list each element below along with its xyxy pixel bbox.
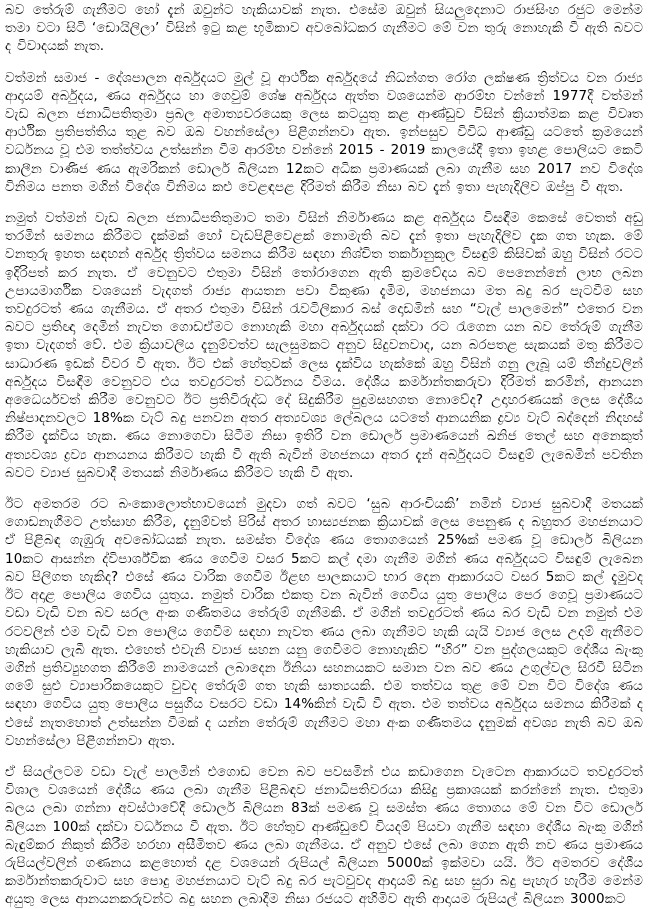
paragraph-5: ඒ සියල්ලටම වඩා වැල් පාලමින් එගොඩ වෙන බව පවසමින් එය කඩාගෙන වැටෙන ආකාරයට තවදුරටත් විශාල වශයෙන් දේශීය ණය ලබා ගැනීම පිළිබඳව ජනාධිපතිවරයා කිසිදු ප්‍රකාශයක් කරන්නේ නැත. එතුමා බලය ලබා ගන්නා අවස්ථාවේදී ඩොලර් බිලියන 83ක් පමණ වූ සමස්ත ණය තොගය මේ වන විට ඩොලර් බිලියන 100ක් දක්වා වර්ධනය වී ඇත. ඊට හේතුව ආණ්ඩුවේ වියදම් පියවා ගැනීම සඳහා දේශීය බැංකු මගින් බැඳුම්කර නිකුත් කිරීම හරහා අසීමිතව ණය ලබා ගැනීමය. ඒ අනුව එසේ ලබා ගෙන ඇති නව ණය ප්‍රමාණය රුපියල්වලින් ගණනය කළහොත් දළ වශයෙන් රුපියල් බිලියන 5000ක් ඉක්මවා යයි. ඊට අමතරව දේශීය කර්මාන්තකරුවාට සහ පොදු මහජනයාට වැට් බදු බර පැටවුවද ආදායම් බදු සහ සුරා බදු පැහැර හැරීම මෙන්ම අයුතු ලෙස ආනයනකරුවන්ට බදු සහන ලබාදීම නිසා රජයට අහිමිව ඇති ආදායම රුපියල් බිලියන 3000කට [5, 763, 643, 908]
paragraph-2: වත්මන් සමාජ - දේශපාලන අර්බුදයට මුල් වූ ආර්ථික අර්බුදයේ නිධන්ගත රෝග ලක්ෂණ ත්‍රිත්වය වන රාජ්‍ය ආදායම් අර්බුදය, ණය අර්බුදය හා ගෙවුම් ශේෂ අර්බුදය ඇත්ත වශයෙන්ම ආරම්භ වන්නේ 1977දී වත්මන් වැඩ බලන ජනාධිපතිතුමා ප්‍රබල අමාත්‍යවරයෙකු ලෙස කටයුතු කළ ආණ්ඩුව විසින් ක්‍රියාත්මක කළ විවෘත ආර්ථික ප්‍රතිපත්තිය තුළ බව ඔබ වහන්සේලා පිළිගන්නවා ඇත. ඉන්පසුව විවිධ ආණ්ඩු යටතේ ක්‍රමයෙන් වර්ධනය වූ එම තත්ත්වය උත්සන්න වීම ආරම්භ වන්නේ 2015 - 2019 කාලයේදී ඉතා ඉහළ පොලියට කෙටි කාලීන වාණිජ ණය ඇමරිකන් ඩොලර් බිලියන 12කට අධික ප්‍රමාණයක් ලබා ගැනීම සහ 2017 නව විදේශ විනිමය පනත මගින් විදේශ විනිමය කළු වෙළඳපළ දිරිමත් කිරීම නිසා බව දැන් ඉතා පැහැදිලිව ඔප්පු වී ඇත. [5, 69, 643, 195]
paragraph-4: ඊට අමතරම රට බංකොලොත්භාවයෙන් මුදවා ගත් බවට ‘සුබ ආරංචියකි’ නමින් ව්‍යාජ සුබවාදී මතයක් ගොඩනැගීමට උත්සාහ කිරීම, දැනුම්වත් පිරිස් අතර හාස්‍යජනක ක්‍රියාවක් ලෙස පෙනුණ ද බහුතර මහජනයාට ඒ පිළිබඳ ගැඹුරු අවබෝධයක් නැත. සමස්ත විදේශ ණය තොගයෙන් 25%ක් පමණ වූ ඩොලර් බිලියන 10කට ආසන්න ද්විපාර්ශ්වික ණය ගෙවීම වසර 5කට කල් දමා ගැනීම මගින් ණය අර්බුදයට විසඳුම් ලැබෙන බව පිලිගත හැකිද? එසේ ණය වාරික ගෙවීම ඊළඟ පාලකයාට භාර දෙන ආකාරයට වසර 5කට කල් දැමුවද ඊට අදාළ පොලිය ගෙවිය යුතුය. නමුත් වාරික එකතු වන බැවින් ගෙවිය යුතු පොලිය පෙර ගෙවූ ප්‍රමාණයට වඩා වැඩි වන බව සරල අංක ගණිතමය තේරුම් ගැනීමකි. ඒ මගින් තවදුරටත් ණය බර වැඩි වන නමුත් එම රටවලින් එම වැඩි වන පොලිය ගෙවීම සඳහා නැවත ණය ලබා ගැනීමට හැකි යැයි ව්‍යාජ ලෙස උදම් ඇනීමට හැකියාව ලැබී ඇත. එහෙත් එවැනි ව්‍යාජ සහන යනු ගෙවීමට නොහැකිව “හිර” වන පුද්ගලයකුට දේශීය බැංකු මගින් ප්‍රතිව්‍යුහගත කිරීමේ නාමයෙන් ලබාදෙන ඊනියා සහනයකට සමාන වන බව ණය උගුල්වල සිරවී සිටින ගමේ සුළු ව්‍යාපාරිකයෙකුට වුවද තේරුම් ගත හැකි සාත්‍යයකි. එම තත්වය තුළ මේ වන විට විදේශ ණය සඳහා ගෙවිය යුතු පොලිය පසුගිය වසරට වඩා 14%කින් වැඩි වී ඇත. එම තත්වය අර්බුදය සමනය කිරීමක් ද එසේ නැතහොත් උත්සන්න වීමක් ද යන්න තේරුම් ගැනීමට මහා අංක ගණිතමය දැනුමක් අවශ්‍ය නැති බව ඔබ වහන්සේලා පිළිගන්නවා ඇත. [5, 496, 643, 749]
paragraph-1: බව තේරුම් ගැනීමට හෝ දැන් ඔවුන්ට හැකියාවක් නැත. එසේම ඔවුන් සියලුදෙනාට රාජසිංහ රජුට මෙන්ම තමා වටා සිටි ‘ඩොයිලිලා’ විසින් ඉටු කළ භූමිකාව අවබෝධකර ගැනීමට මේ වන තුරු නොහැකි වී ඇති බවට ද විවාදයක් නැත. [5, 2, 643, 55]
paragraph-3: නමුත් වත්මන් වැඩ බලන ජනාධිපතිතුමාට තමා විසින් නිර්මාණය කළ අර්බුදය විසඳීම කෙසේ වෙතත් අඩු තරමින් සමනය කිරීමට දැක්මක් හෝ වැඩපිළිවෙළක් නොමැති බව දැන් ඉතා පැහැදිලිව දැක ගත හැක. මේ වනතුරු ඉහත සඳහන් අර්බුද ත්‍රිත්වය සමනය කිරීම සඳහා නිශ්චිත තර්කානුකූල විසඳුම් කිසිවක් ඔහු විසින් රටට ඉදිරිපත් කර නැත. ඒ වෙනුවට එතුමා විසින් තෝරාගෙන ඇති ක්‍රමවේදය බව පෙනෙන්නේ ලාභ ලබන උපායමාර්ගික වශයෙන් වැදගත් රාජ්‍ය ආයතන පවා විකුණා දැමීම, මහජනයා මත බදු බර පැටවීම සහ තවදුරටත් ණය ගැනීමය. ඒ අතර එතුමා විසින් රැවටිලිකාර බස් දොඩමින් සහ “වැල් පාලමෙන්” එතෙර වන බවට ප්‍රතිඥා දෙමින් නැවත ගොඩඒමට නොහැකි මහා අර්බුදයක් දක්වා රට රැගෙන යන බව තේරුම් ගැනීම ඉතා වැදගත් වේ. එම ක්‍රියාවලිය දැනුම්වත්ව සැලසුමකට අනුව සිදුවනවාද, යන බරපතළ සැකයක් මතු කිරීමට සාධාරණ ඉඩක් විවර වී ඇත. ඊට එක් හේතුවක් ලෙස දැක්විය හැක්කේ ඔහු විසින් ගනු ලැබූ යම් තීන්දුවලින් අර්බුදය විසඳීම වෙනුවට එය තවදුරටත් වර්ධනය වීමය. දේශීය කර්මාන්තකරුවා දිරිමත් කරමින්, ආනයන අධෛර්යවත් කිරීම වෙනුවට ඊට ප්‍රතිවිරුද්ධ දේ සිදුකිරීම පුදුමසහගත නොවේද? උදාහරණයක් ලෙස දේශීය නිෂ්පාදනවලට 18%ක වැට් බදු පනවන අතර අත්‍යවශ්‍ය ලේබලය යටතේ ආනයනික ද්‍රව්‍ය වැට් බද්දෙන් නිදහස් කිරීම දැක්විය හැක. ණය නොගෙවා සිටීම නිසා ඉතිරි වන ඩොලර් ප්‍රමාණයෙන් ඛනිජ තෙල් සහ අනෙකුත් අත්‍යවශ්‍ය ද්‍රව්‍ය ආනයනය කිරීමට හැකි වී ඇති බැවින් මහජනයා අතර දැන් අර්බුදයට විසඳුම් ලැබෙමින් පවතින බවට ව්‍යාජ සුබවාදී මතයක් නිර්මාණය කිරීමට හැකි වී ඇත. [5, 210, 643, 481]
